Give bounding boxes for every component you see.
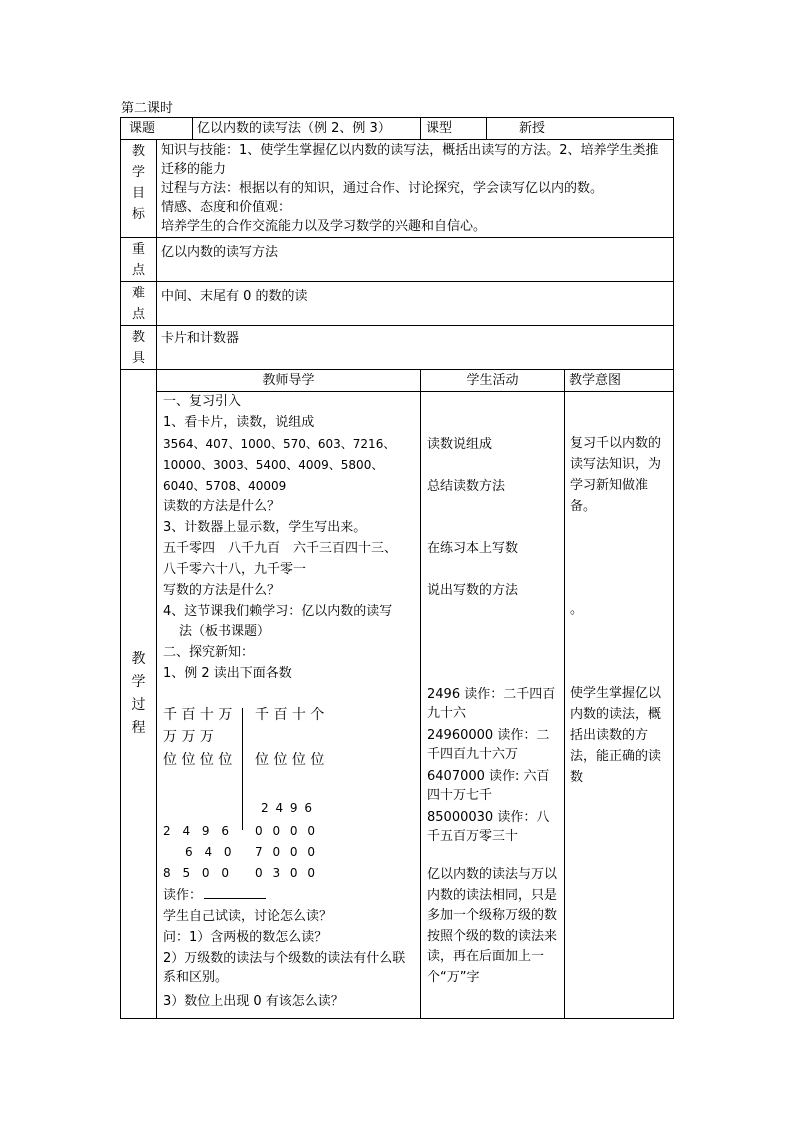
- place-bottom-right: 位 位 位 位: [255, 752, 325, 768]
- question-1: 问：1）含两极的数怎么读？: [163, 930, 328, 945]
- reading-3: 6407000 读作: 六百四十万七千: [427, 769, 550, 803]
- student-col-header-text: 学生活动: [466, 373, 519, 388]
- goals-label-char-4: 标: [131, 207, 145, 222]
- step-1: 1、看卡片，读数，说组成: [163, 415, 315, 430]
- type-value-cell: [487, 118, 674, 140]
- row-3-right: 7 0 0 0: [255, 845, 315, 859]
- process-label-char-4: 程: [131, 720, 146, 736]
- place-top-right: 千 百 十 个: [255, 707, 325, 723]
- teacher-guide-cell: [157, 392, 421, 1019]
- topic-label: 课题: [129, 121, 156, 136]
- row-3-left: 6 4 0: [185, 845, 232, 859]
- intent-2: 。: [570, 602, 584, 617]
- goal-line-2: 过程与方法：根据以有的知识，通过合作、讨论探究，学会读写亿以内的数。: [161, 181, 604, 196]
- place-bottom-left: 位 位 位 位: [163, 752, 233, 768]
- reading-2: 24960000 读作：二千四百九十六万: [427, 728, 550, 762]
- process-label: [121, 370, 157, 1019]
- teacher-col-header: [157, 370, 421, 392]
- key-point-label-char-1: 重: [131, 242, 145, 257]
- type-label-cell: [421, 118, 487, 140]
- explore-title: 二、探究新知：: [163, 645, 255, 660]
- reading-summary: 亿以内数的读法与万以内数的读法相同，只是多加一个级称万级的数按照个级的数的读法来读，再在后面加上一个“万”字: [427, 867, 558, 985]
- goals-label-char-3: 目: [131, 186, 145, 201]
- step-3: 3、计数器上显示数，学生写出来。: [163, 520, 367, 535]
- example-2: 1、例 2 读出下面各数: [163, 666, 292, 681]
- goal-line-3: 情感、态度和价值观：: [161, 200, 292, 215]
- question-2: 2）万级数的读法与个级数的读法有什么联系和区别。: [163, 951, 406, 985]
- tools-label-char-1: 教: [131, 330, 145, 345]
- page-title: 第二课时: [121, 101, 174, 116]
- intent-1: 复习千以内数的读写法知识，为学习新知做准备。: [570, 436, 662, 514]
- reading-1: 2496 读作：二千四百九十六: [427, 687, 556, 721]
- teaching-intent-cell: [565, 392, 674, 1019]
- key-point-text: 亿以内数的读写方法: [161, 245, 279, 260]
- student-col-header: [421, 370, 565, 392]
- intent-3: 使学生掌握亿以内数的读法，概括出读数的方法，能正确的读数: [570, 686, 662, 785]
- topic-label-cell: [121, 118, 193, 140]
- step-4-line-1: 4、这节课我们赖学习：亿以内数的读写: [163, 604, 393, 619]
- key-point-content: [157, 238, 674, 282]
- tools-text: 卡片和计数器: [161, 331, 240, 346]
- place-mid: 万 万 万: [163, 729, 214, 745]
- process-label-char-1: 教: [131, 651, 146, 667]
- intent-col-header-text: 教学意图: [569, 373, 622, 388]
- write-method-question: 写数的方法是什么？: [163, 583, 281, 598]
- topic-value: 亿以内数的读写法（例 2、例 3）: [197, 121, 391, 136]
- try-read: 学生自己试读，讨论怎么读？: [163, 909, 333, 924]
- activity-1: 读数说组成: [427, 437, 493, 452]
- row-2-right: 0 0 0 0: [255, 824, 315, 838]
- key-point-label-char-2: 点: [131, 263, 145, 278]
- numbers-line-1: 3564、407、1000、570、603、7216、: [163, 437, 396, 451]
- reading-4: 85000030 读作：八千五百万零三十: [427, 810, 550, 844]
- row-4-right: 0 3 0 0: [255, 866, 315, 880]
- numbers-line-2: 10000、3003、5400、4009、5800、: [163, 458, 384, 472]
- student-activity-cell: [421, 392, 565, 1019]
- row-2-left: 2 4 9 6: [163, 824, 229, 838]
- activity-2: 总结读数方法: [427, 479, 506, 494]
- step-4-line-2: 法（板书课题）: [179, 624, 271, 639]
- place-top-left: 千 百 十 万: [163, 707, 233, 723]
- numbers-line-3: 6040、5708、40009: [163, 479, 287, 493]
- tools-label: [121, 326, 157, 370]
- teacher-col-header-text: 教师导学: [262, 373, 315, 388]
- question-3: 3）数位上出现 0 有该怎么读？: [163, 994, 344, 1009]
- read-as-label: 读作：: [163, 888, 203, 903]
- difficulty-label-char-2: 点: [131, 307, 145, 322]
- read-as-line: [163, 886, 266, 905]
- write-numbers-line-1: 五千零四 八千九百 六千三百四十三、: [163, 541, 398, 556]
- difficulty-text: 中间、末尾有 0 的数的读: [161, 289, 308, 304]
- goal-line-4: 培养学生的合作交流能力以及学习数学的兴趣和自信心。: [161, 219, 487, 234]
- difficulty-label-char-1: 难: [131, 286, 145, 301]
- goal-line-1: 知识与技能：1、使学生掌握亿以内数的读写法，概括出读写的方法。2、培养学生类推迁移的能力: [161, 143, 659, 177]
- type-label: 课型: [426, 121, 453, 136]
- difficulty-content: [157, 282, 674, 326]
- intent-col-header: [565, 370, 674, 392]
- topic-value-cell: [193, 118, 421, 140]
- lesson-plan-table: [120, 117, 674, 1019]
- goals-label-char-1: 教: [131, 144, 145, 159]
- difficulty-label: [121, 282, 157, 326]
- type-value: 新授: [519, 121, 546, 136]
- process-label-char-2: 学: [131, 674, 146, 690]
- row-4-left: 8 5 0 0: [163, 866, 229, 880]
- read-method-question: 读数的方法是什么？: [163, 499, 281, 514]
- key-point-label: [121, 238, 157, 282]
- process-label-char-3: 过: [131, 697, 146, 713]
- row-1-right: 2 4 9 6: [261, 801, 312, 815]
- write-numbers-line-2: 八千零六十八，九千零一: [163, 562, 307, 577]
- read-as-blank: [204, 886, 266, 899]
- activity-4: 说出写数的方法: [427, 583, 519, 598]
- goals-content: [157, 140, 674, 238]
- goals-label-char-2: 学: [131, 165, 145, 180]
- review-title: 一、复习引入: [163, 394, 242, 409]
- tools-content: [157, 326, 674, 370]
- tools-label-char-2: 具: [131, 351, 145, 366]
- goals-label: [121, 140, 157, 238]
- activity-3: 在练习本上写数: [427, 541, 519, 556]
- place-divider-line: [242, 708, 243, 830]
